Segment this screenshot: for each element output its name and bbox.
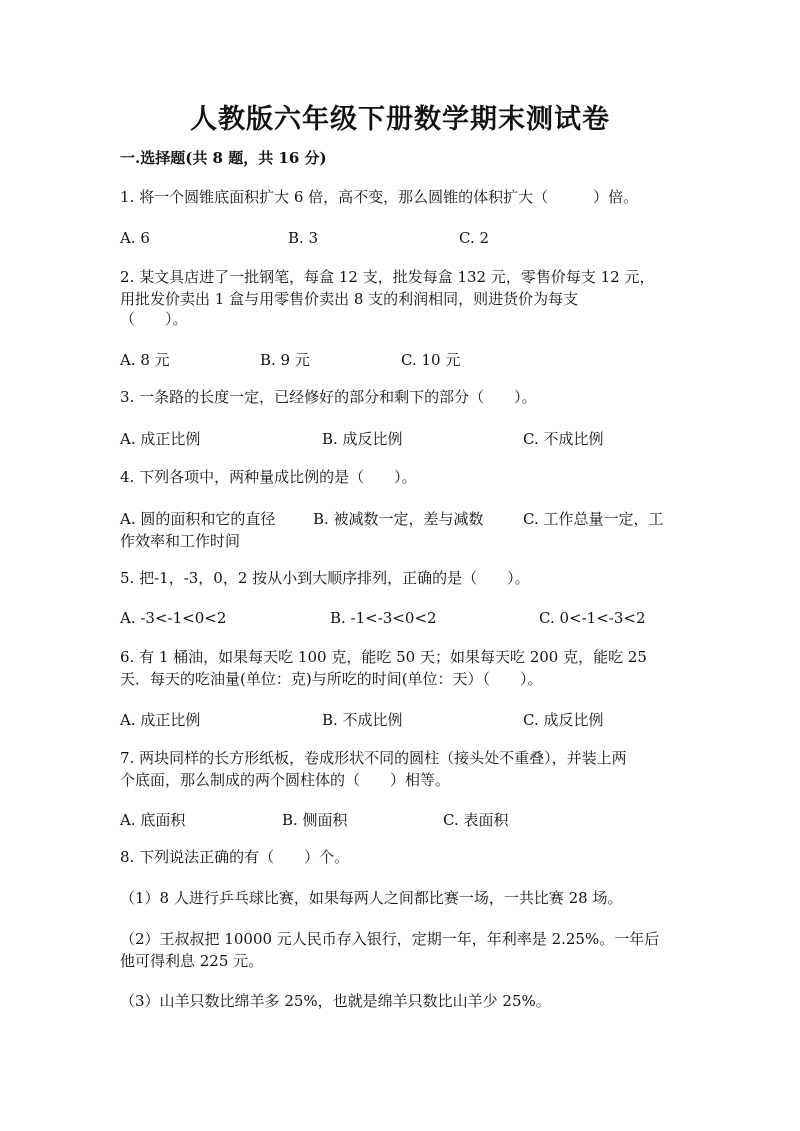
question-1-option-c: C. 2	[459, 229, 490, 247]
question-3-stem: 3. 一条路的长度一定，已经修好的部分和剩下的部分（ ）。	[120, 388, 537, 406]
question-7-option-c: C. 表面积	[443, 811, 509, 829]
question-2-option-a: A. 8 元	[120, 351, 170, 369]
question-8-statement-2-line: 他可得利息 225 元。	[120, 952, 264, 970]
question-7-stem-line: 个底面，那么制成的两个圆柱体的（ ）相等。	[120, 771, 451, 789]
question-4-stem: 4. 下列各项中，两种量成比例的是（ ）。	[120, 468, 417, 486]
question-3-option-a: A. 成正比例	[120, 430, 201, 448]
question-5-option-c: C. 0<-1<-3<2	[539, 609, 646, 627]
question-1-stem: 1. 将一个圆锥底面积扩大 6 倍，高不变，那么圆锥的体积扩大（ ）倍。	[120, 188, 639, 206]
question-6-option-b: B. 不成比例	[322, 711, 403, 729]
question-5-option-b: B. -1<-3<0<2	[330, 609, 437, 627]
question-8-stem: 8. 下列说法正确的有（ ）个。	[120, 848, 350, 866]
question-7-option-b: B. 侧面积	[282, 811, 348, 829]
question-5-option-a: A. -3<-1<0<2	[120, 609, 227, 627]
question-7-option-a: A. 底面积	[120, 811, 186, 829]
question-2-option-b: B. 9 元	[260, 351, 310, 369]
question-5-stem: 5. 把-1，-3，0，2 按从小到大顺序排列，正确的是（ ）。	[120, 569, 530, 587]
question-8-statement-2-line: （2）王叔叔把 10000 元人民币存入银行，定期一年，年利率是 2.25%。一年后	[120, 930, 660, 948]
question-3-option-c: C. 不成比例	[523, 430, 604, 448]
question-8-statement-3: （3）山羊只数比绵羊多 25%，也就是绵羊只数比山羊少 25%。	[120, 992, 551, 1010]
section-heading: 一.选择题(共 8 题，共 16 分)	[120, 149, 327, 167]
question-4-option-c-wrap: 作效率和工作时间	[120, 532, 241, 550]
question-2-stem-line: 用批发价卖出 1 盒与用零售价卖出 8 支的利润相同，则进货价为每支	[120, 290, 579, 308]
question-4-option-a: A. 圆的面积和它的直径	[120, 510, 276, 528]
question-2-option-c: C. 10 元	[401, 351, 461, 369]
question-2-stem-line: 2. 某文具店进了一批钢笔，每盒 12 支，批发每盒 132 元，零售价每支 12 元，	[120, 268, 655, 286]
question-4-option-b: B. 被减数一定，差与减数	[313, 510, 484, 528]
question-6-stem-line: 6. 有 1 桶油，如果每天吃 100 克，能吃 50 天；如果每天吃 200 克，能吃 25	[120, 648, 647, 666]
question-1-option-a: A. 6	[120, 229, 150, 247]
question-4-option-c: C. 工作总量一定，工	[523, 510, 664, 528]
page-title: 人教版六年级下册数学期末测试卷	[190, 104, 610, 135]
question-2-stem-line: （ ）。	[120, 310, 188, 328]
question-8-statement-1: （1）8 人进行乒乓球比赛，如果每两人之间都比赛一场，一共比赛 28 场。	[120, 889, 623, 907]
question-7-stem-line: 7. 两块同样的长方形纸板，卷成形状不同的圆柱（接头处不重叠），并装上两	[120, 749, 627, 767]
question-6-stem-line: 天．每天的吃油量(单位：克)与所吃的时间(单位：天）（ ）。	[120, 670, 543, 688]
question-6-option-c: C. 成反比例	[523, 711, 604, 729]
question-1-option-b: B. 3	[288, 229, 319, 247]
question-6-option-a: A. 成正比例	[120, 711, 201, 729]
question-3-option-b: B. 成反比例	[322, 430, 403, 448]
